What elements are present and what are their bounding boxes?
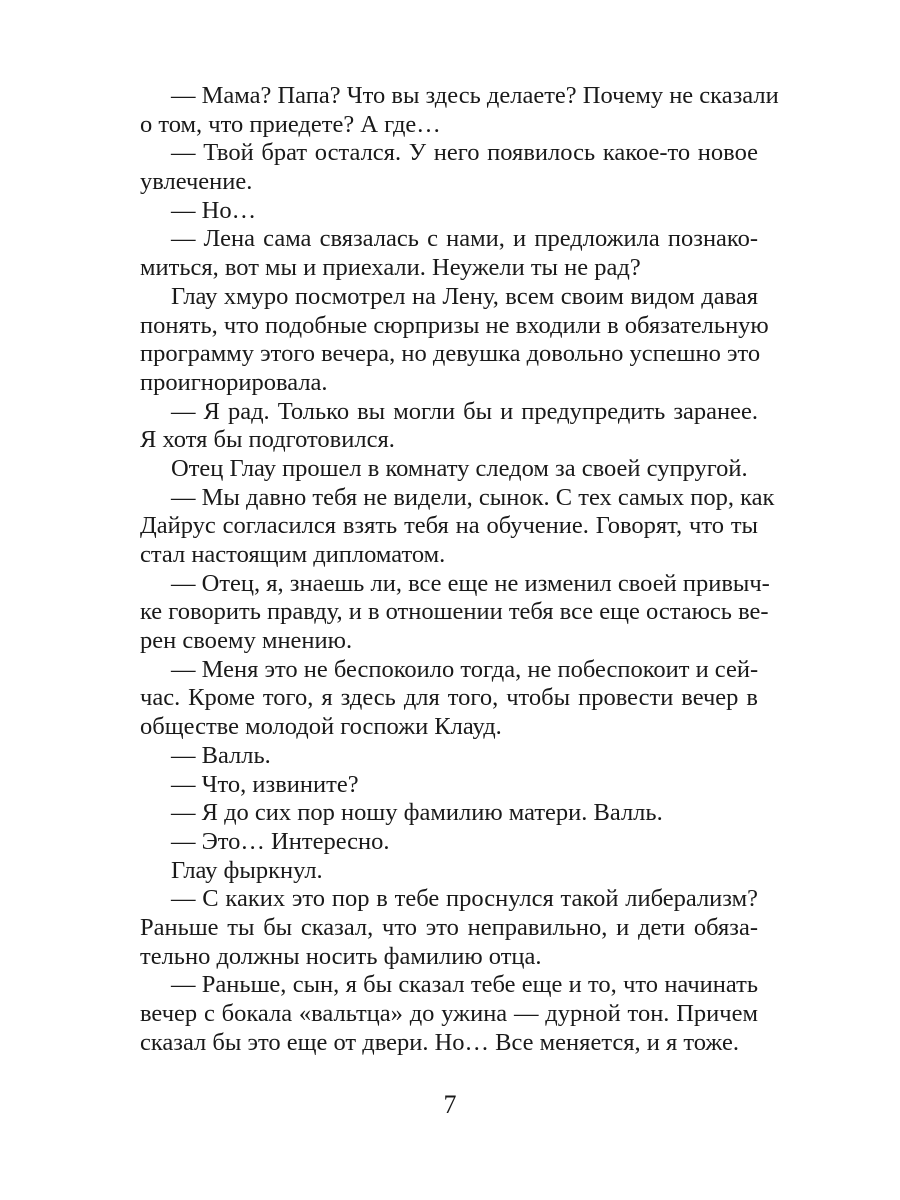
text-line: — Отец, я, знаешь ли, все еще не изменил своей привыч- (171, 569, 770, 597)
text-line: — Лена сама связалась с нами, и предложила познако- (171, 225, 758, 253)
text-line: увлечение. (140, 168, 253, 196)
text-line: о том, что приедете? А где… (140, 110, 441, 138)
text-line: Я хотя бы подготовился. (140, 426, 395, 454)
text-line: сказал бы это еще от двери. Но… Все меняется, и я тоже. (140, 1028, 739, 1056)
text-line: миться, вот мы и приехали. Неужели ты не рад? (140, 254, 641, 282)
text-line: — Мама? Папа? Что вы здесь делаете? Почему не сказали (171, 82, 779, 109)
text-line: тельно должны носить фамилию отца. (140, 942, 542, 970)
text-line: — Твой брат остался. У него появилось какое-то новое (171, 139, 758, 167)
text-line: — С каких это пор в тебе проснулся такой либерализм? (171, 885, 758, 913)
text-line: Дайрус согласился взять тебя на обучение. Говорят, что ты (140, 512, 758, 540)
text-line: — Мы давно тебя не видели, сынок. С тех самых пор, как (171, 483, 775, 511)
text-line: — Это… Интересно. (171, 827, 390, 855)
text-line: — Но… (171, 196, 257, 224)
text-line: Глау фыркнул. (171, 856, 323, 884)
text-line: стал настоящим дипломатом. (140, 541, 446, 568)
text-line: — Я до сих пор ношу фамилию матери. Валль. (171, 799, 663, 827)
text-line: обществе молодой госпожи Клауд. (140, 713, 502, 741)
text-line: — Что, извините? (171, 770, 359, 798)
text-line: вечер с бокала «вальтца» до ужина — дурной тон. Причем (140, 1000, 758, 1027)
text-line: Отец Глау прошел в комнату следом за своей супругой. (171, 454, 748, 482)
body-text (140, 82, 779, 1057)
text-line: Раньше ты бы сказал, что это неправильно, и дети обяза- (140, 913, 758, 941)
text-line: рен своему мнению. (140, 627, 353, 655)
text-line: проигнорировала. (140, 368, 328, 396)
text-line: программу этого вечера, но девушка довольно успешно это (140, 340, 761, 368)
text-line: — Раньше, сын, я бы сказал тебе еще и то, что начинать (171, 971, 758, 999)
page-number: 7 (443, 1090, 457, 1119)
text-line: Глау хмуро посмотрел на Лену, всем своим видом давая (171, 282, 758, 310)
text-line: понять, что подобные сюрпризы не входили в обязательную (140, 311, 769, 339)
text-line: — Валль. (171, 741, 271, 769)
text-line: час. Кроме того, я здесь для того, чтобы провести вечер в (140, 684, 758, 712)
text-line: ке говорить правду, и в отношении тебя все еще остаюсь ве- (140, 598, 769, 626)
text-line: — Я рад. Только вы могли бы и предупредить заранее. (171, 397, 758, 425)
text-line: — Меня это не беспокоило тогда, не побеспокоит и сей- (171, 655, 759, 683)
